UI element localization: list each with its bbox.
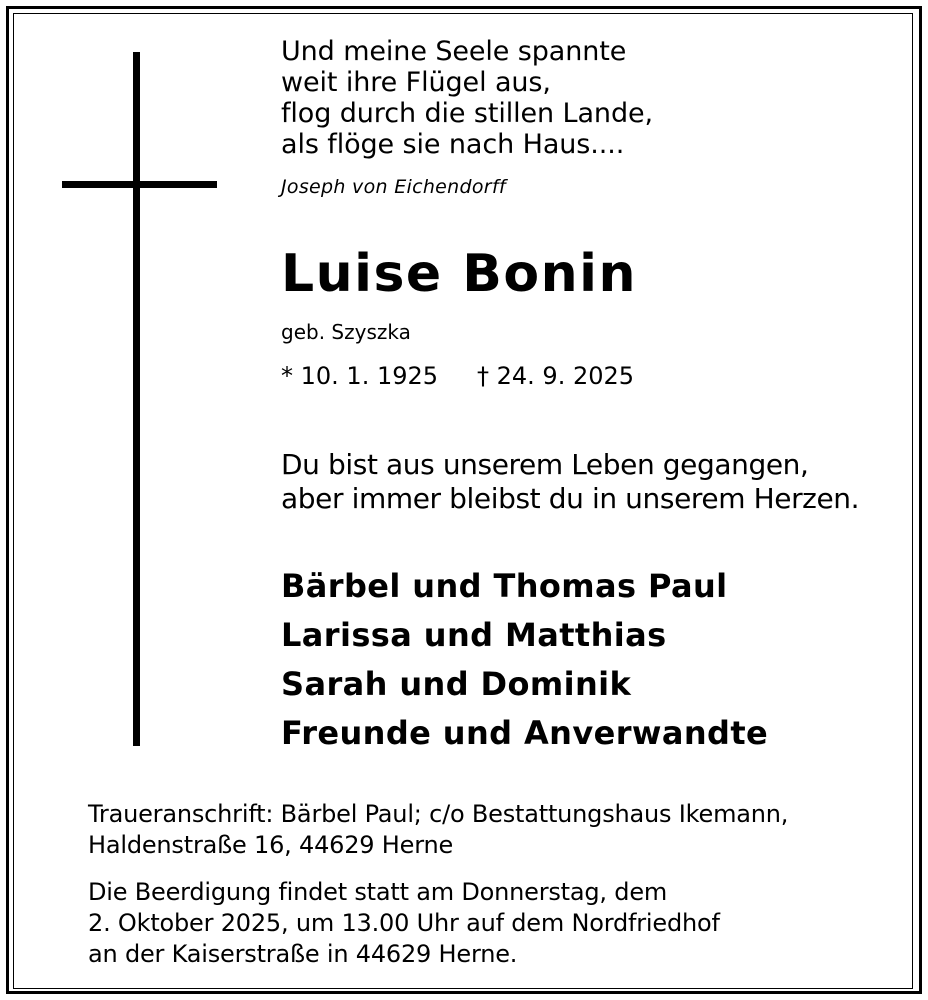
poem-author: Joseph von Eichendorff <box>281 176 506 198</box>
quote-line: Du bist aus unserem Leben gegangen, <box>281 448 809 481</box>
farewell-quote <box>281 448 859 516</box>
poem-line: Und meine Seele spannte <box>281 36 627 67</box>
poem-line: weit ihre Flügel aus, <box>281 67 551 98</box>
funeral-line: an der Kaiserstraße in 44629 Herne. <box>88 940 518 968</box>
death-date: † 24. 9. 2025 <box>477 362 635 390</box>
mourner-entry: Sarah und Dominik <box>281 665 632 703</box>
address-line: Traueranschrift: Bärbel Paul; c/o Bestattungshaus Ikemann, <box>88 800 789 828</box>
life-dates <box>281 362 635 390</box>
quote-line: aber immer bleibst du in unserem Herzen. <box>281 482 860 515</box>
birth-name: geb. Szyszka <box>281 320 411 344</box>
cross-vertical-bar <box>133 52 140 746</box>
poem-line: als flöge sie nach Haus.... <box>281 129 625 160</box>
funeral-line: Die Beerdigung findet statt am Donnerstag, dem <box>88 878 668 906</box>
funeral-notice <box>88 877 720 970</box>
mourner-entry: Bärbel und Thomas Paul <box>281 567 728 605</box>
address-line: Haldenstraße 16, 44629 Herne <box>88 831 454 859</box>
mourners-list <box>281 562 768 758</box>
mourner-entry: Freunde und Anverwandte <box>281 714 769 752</box>
cross-horizontal-bar <box>62 181 217 188</box>
funeral-line: 2. Oktober 2025, um 13.00 Uhr auf dem Nordfriedhof <box>88 909 720 937</box>
mourning-address <box>88 799 788 861</box>
mourner-entry: Larissa und Matthias <box>281 616 667 654</box>
poem <box>281 36 653 160</box>
poem-line: flog durch die stillen Lande, <box>281 98 653 129</box>
birth-date: * 10. 1. 1925 <box>281 362 439 390</box>
deceased-name: Luise Bonin <box>281 244 638 304</box>
